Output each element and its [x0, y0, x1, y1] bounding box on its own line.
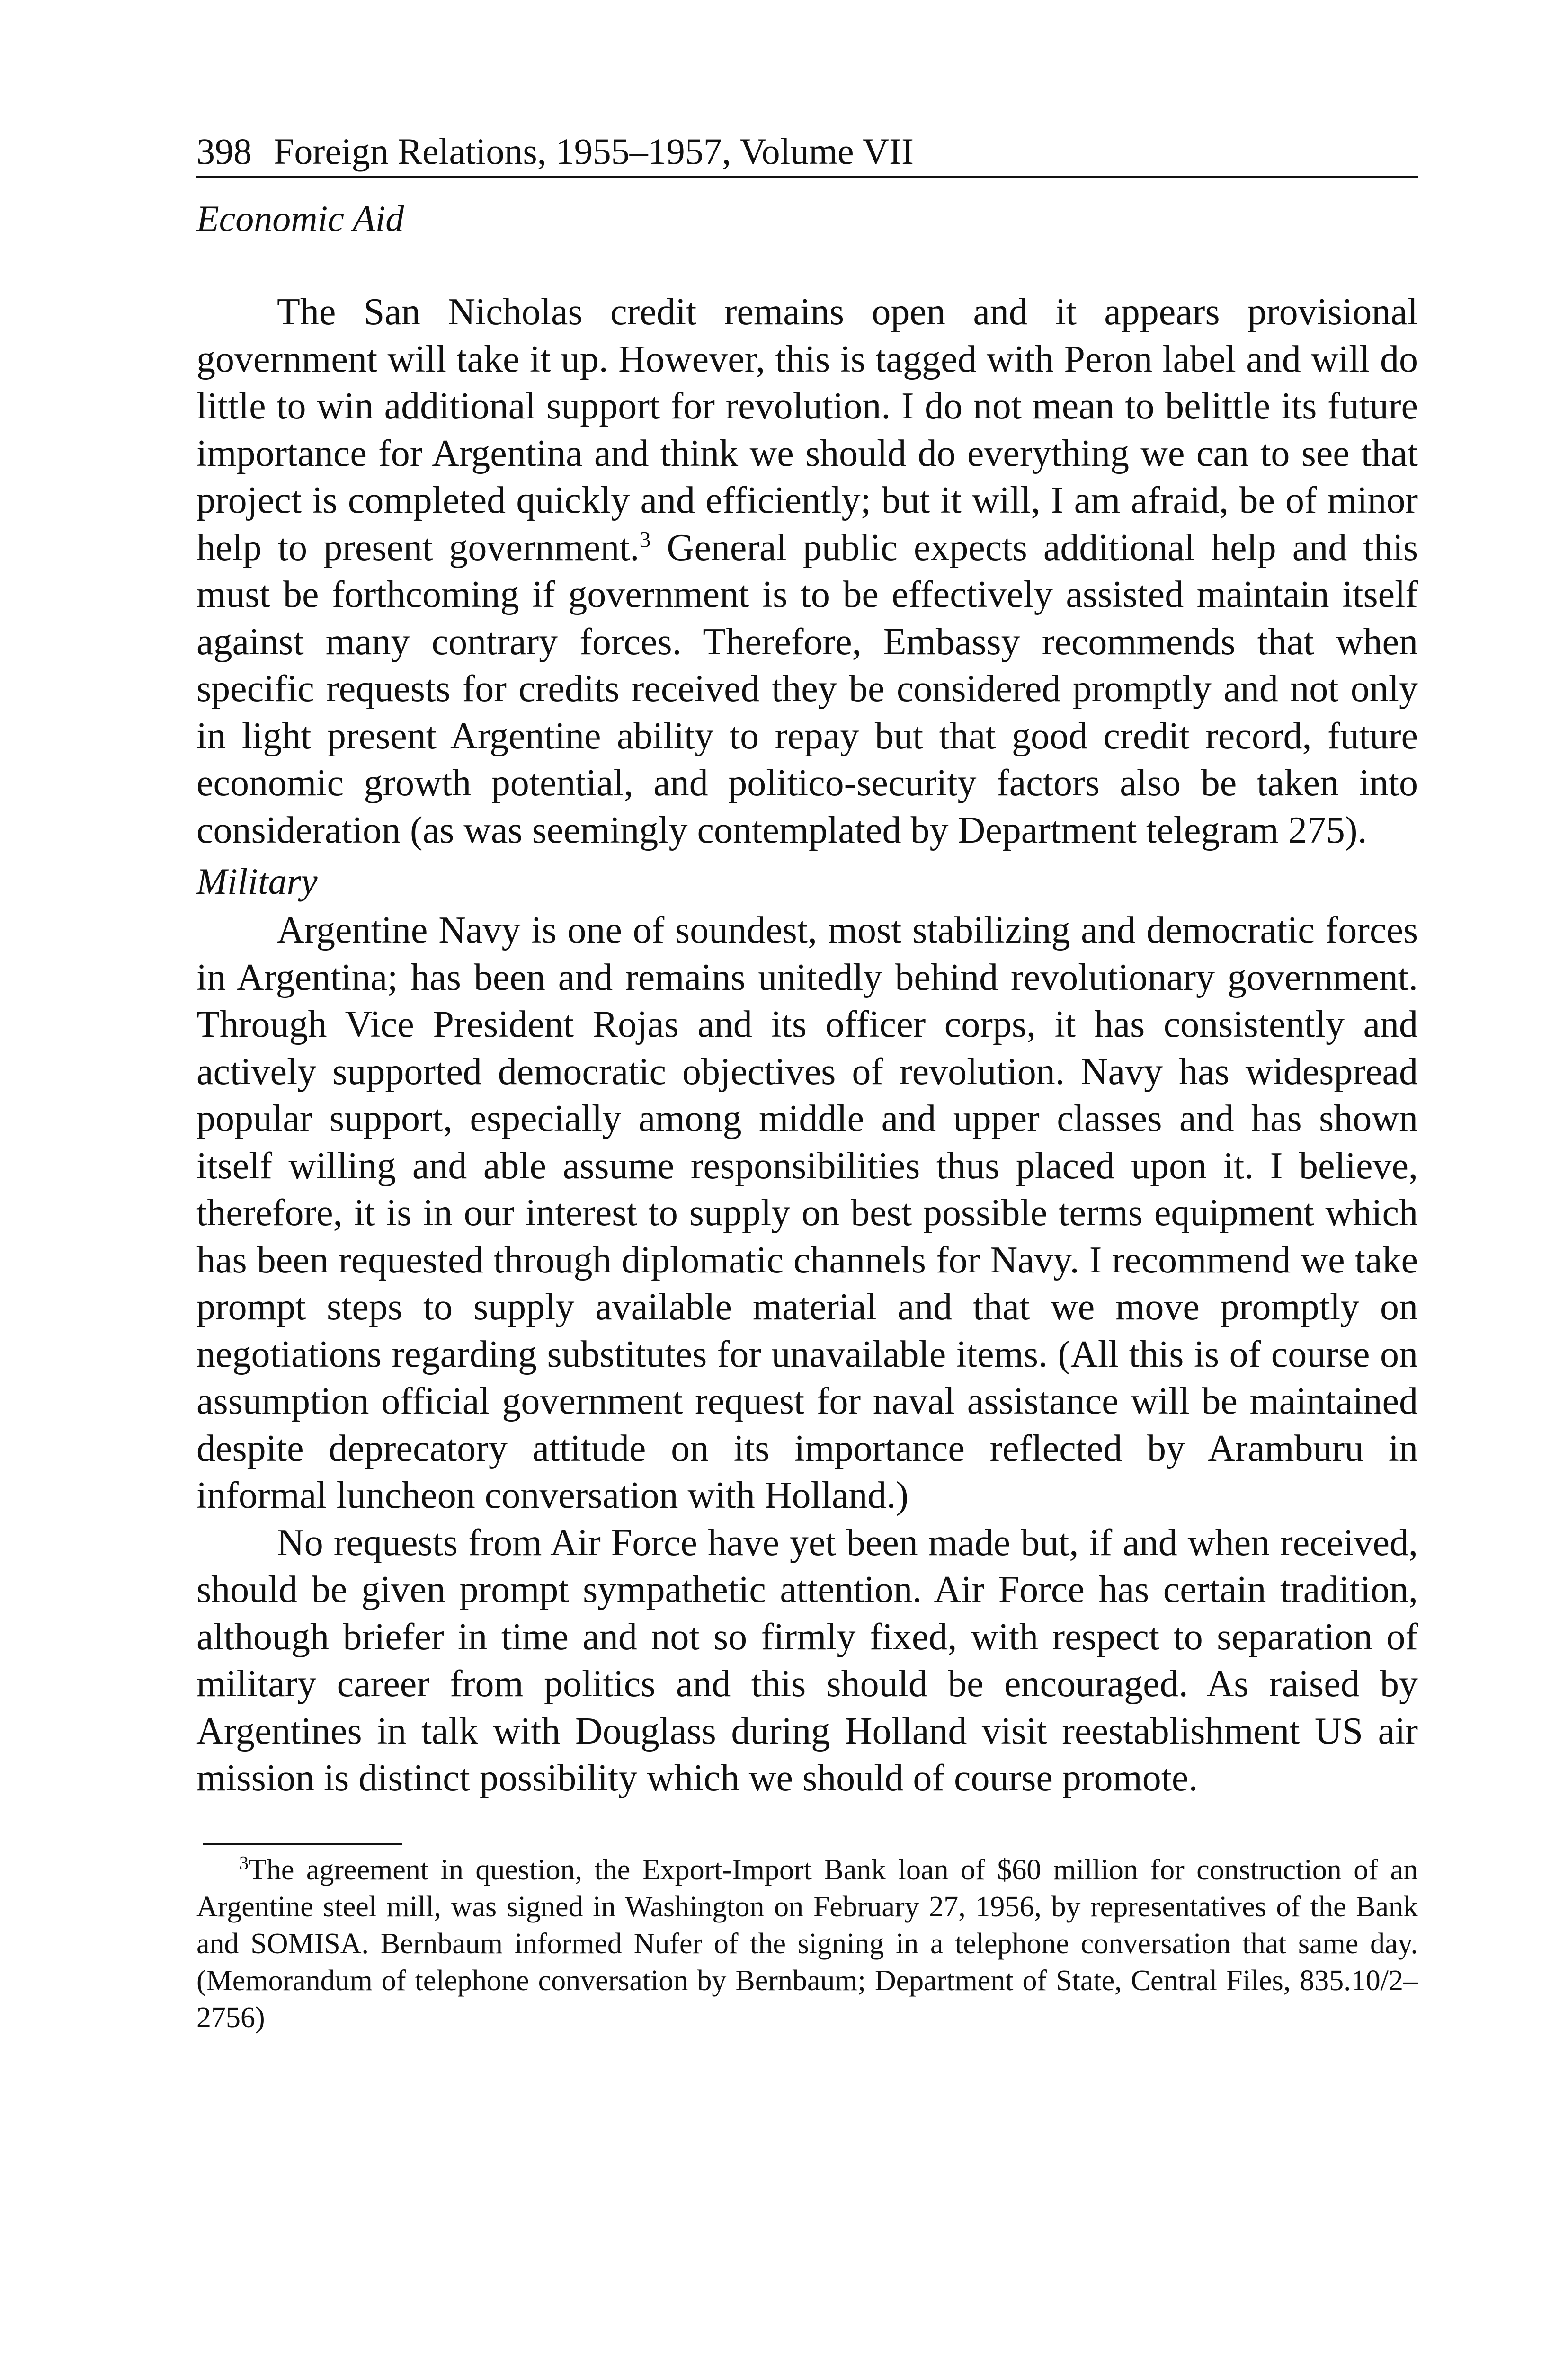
running-head [196, 128, 1418, 178]
footnote-divider [203, 1843, 402, 1845]
footnote-reference: 3 [639, 526, 651, 552]
section-heading-military: Military [196, 861, 318, 902]
footnote-marker: 3 [239, 1851, 249, 1873]
economic-aid-paragraph [196, 289, 1418, 854]
military-paragraph-navy: Argentine Navy is one of soundest, most stabilizing and democratic forces in Argentina; has been and remains unitedly behind revolutionary government. Through Vice President Rojas and its officer corps, it has consistently and actively supported democratic objectives of revolution. Navy has widespread popular support, especially among middle and upper classes and has shown itself willing and able assume responsibilities thus placed upon it. I believe, therefore, it is in our interest to supply on best possible terms equipment which has been requested through diplomatic channels for Navy. I recommend we take prompt steps to supply available material and that we move promptly on negotiations regarding substitutes for unavailable items. (All this is of course on assumption official government request for naval assistance will be maintained despite deprecatory attitude on its importance reflected by Aramburu in informal luncheon conversation with Holland.) [196, 909, 1418, 1516]
paragraph-text: General public expects additional help and this must be forthcoming if government is to be effectively assisted maintain itself against many contrary forces. Therefore, Embassy recommends that when specific requests for credits received they be considered promptly and not only in light present Argentine ability to repay but that good credit record, future economic growth potential, and politico-security factors also be taken into consideration (as was seemingly contemplated by Department telegram 275). [196, 526, 1418, 851]
volume-title: Foreign Relations, 1955–1957, Volume VII [274, 131, 914, 172]
section-heading-economic-aid: Economic Aid [196, 198, 404, 239]
document-page [196, 128, 1418, 2065]
paragraph-text: The San Nicholas credit remains open and it appears provisional government will take it up. However, this is tagged with Peron label and will do little to win additional support for revolution. I do not mean to belittle its future importance for Argentina and think we should do everything we can to see that project is completed quickly and efficiently; but it will, I am afraid, be of minor help to present government. [196, 291, 1418, 569]
page-number: 398 [196, 131, 252, 172]
footnote [196, 1851, 1418, 2036]
footnote-text: The agreement in question, the Export-Import Bank loan of $60 million for construction of an Argentine steel mill, was signed in Washington on February 27, 1956, by representatives of the Bank and SOMISA. Bernbaum informed Nufer of the signing in a telephone conversation that same day. (Memorandum of telephone conversation by Bernbaum; Department of State, Central Files, 835.10/2–2756) [196, 1853, 1418, 2034]
military-paragraph-air-force: No requests from Air Force have yet been made but, if and when received, should be given prompt sympathetic attention. Air Force has certain tradition, although briefer in time and not so firmly fixed, with respect to separation of military career from politics and this should be encouraged. As raised by Argentines in talk with Douglass during Holland visit reestablishment US air mission is distinct possibility which we should of course promote. [196, 1522, 1418, 1799]
